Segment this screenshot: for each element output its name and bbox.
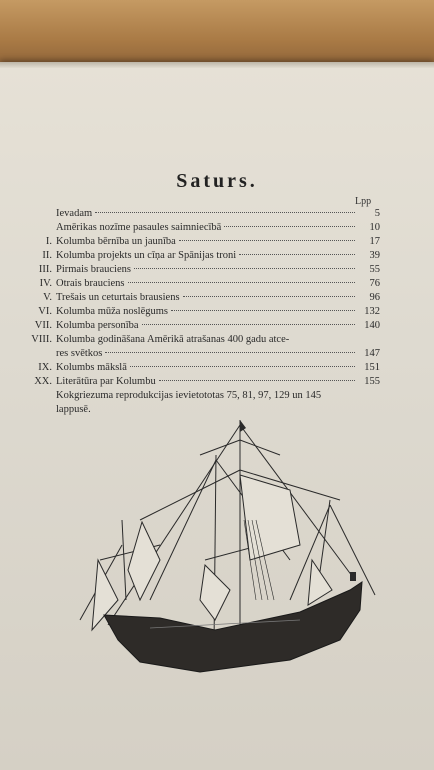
toc-entry-title: Literātūra par Kolumbu (56, 376, 156, 387)
toc-entry-page: 132 (364, 306, 380, 317)
toc-entry-title: Ievadam (56, 208, 93, 219)
toc-entry-number: VIII. (31, 334, 52, 345)
toc-entry-page: 96 (369, 292, 380, 303)
toc-entry-page: 76 (369, 278, 380, 289)
toc-entry-number: VI. (38, 306, 52, 317)
page-title: Saturs. (176, 170, 258, 192)
toc-entry-page: 151 (364, 362, 380, 373)
toc-entry-page: 55 (369, 264, 380, 275)
toc-entry-title: Pirmais brauciens (56, 264, 131, 275)
toc-entry-page: 17 (369, 236, 380, 247)
toc-entry-page: 39 (369, 250, 380, 261)
toc-entry-page: 140 (364, 320, 380, 331)
footnote-line: Kokgriezuma reprodukcijas ievietototas 75, 81, 97, 129 un 145 (56, 390, 322, 401)
toc-entry-number: IX. (38, 362, 52, 373)
toc-entry-number: II. (42, 250, 52, 261)
toc-entry-page: 147 (364, 348, 380, 359)
footnote-line: lappusē. (56, 404, 91, 415)
toc-entry-number: VII. (34, 320, 52, 331)
toc-entry-number: XX. (34, 376, 52, 387)
toc-entry-number: I. (45, 236, 52, 247)
toc-entry-page: 5 (374, 208, 380, 219)
toc-entry-number: IV. (39, 278, 52, 289)
toc-entry-title: Kolumba projekts un cīņa ar Spānijas troni (56, 250, 237, 261)
toc-entry-number: III. (38, 264, 52, 275)
toc-entry-title: Trešais un ceturtais brausiens (56, 292, 180, 303)
page-column-label: Lpp (355, 196, 372, 207)
toc-entry-title: Otrais brauciens (56, 278, 125, 289)
toc-entry-page: 10 (369, 222, 380, 233)
toc-entry-page: 155 (364, 376, 380, 387)
toc-entry-title: Kolumba bērnība un jaunība (56, 236, 176, 247)
toc-entry-number: V. (43, 292, 52, 303)
toc-entry-title: res svētkos (56, 348, 103, 359)
toc-entry-title: Kolumba mūža noslēgums (56, 306, 168, 317)
toc-entry-title: Kolumba godināšana Amērikā atrašanas 400 gadu atce- (56, 334, 290, 345)
toc-entry-title: Kolumbs mākslā (56, 362, 127, 373)
toc-entry-title: Kolumba personība (56, 320, 139, 331)
toc-entry-title: Amērikas nozīme pasaules saimniecībā (56, 222, 222, 233)
